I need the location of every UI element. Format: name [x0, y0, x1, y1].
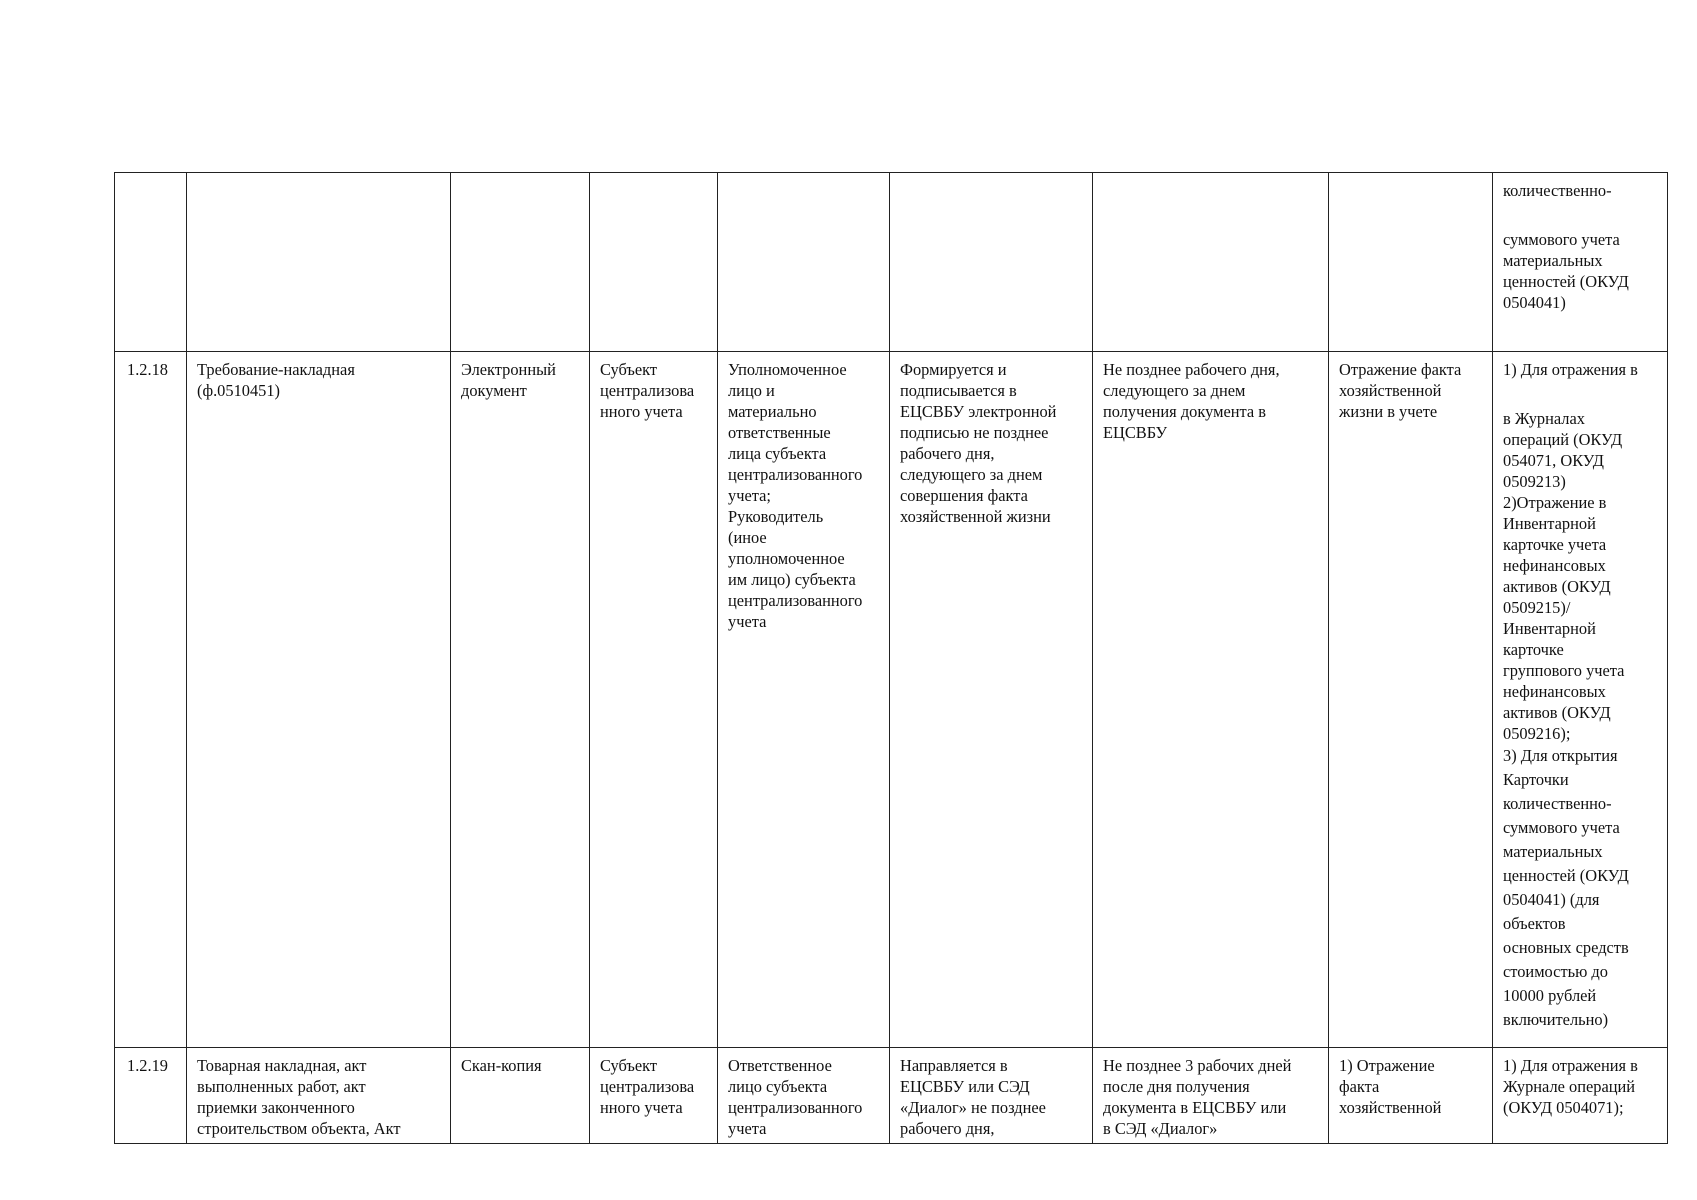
cell-text-line: ценностей (ОКУД — [1503, 272, 1629, 291]
cell-text-line: рабочего дня, — [900, 444, 995, 463]
cell-text-line: факта — [1339, 1077, 1380, 1096]
table-cell-signers — [718, 173, 890, 352]
cell-text-line: после дня получения — [1103, 1077, 1250, 1096]
cell-text-line: нефинансовых — [1503, 556, 1606, 575]
cell-text-line: хозяйственной — [1339, 381, 1442, 400]
cell-text-line: Уполномоченное — [728, 360, 847, 379]
table-cell-procedure — [890, 352, 1093, 1048]
cell-text-line: 054071, ОКУД — [1503, 451, 1604, 470]
cell-text-line: Журнале операций — [1503, 1077, 1636, 1096]
table-row — [115, 1048, 1668, 1144]
cell-text-line: 2)Отражение в — [1503, 493, 1607, 512]
cell-text-line: в Журналах — [1503, 409, 1585, 428]
cell-text-line: Субъект — [600, 1056, 658, 1075]
cell-text-line: Отражение факта — [1339, 360, 1462, 379]
table-cell-form — [451, 1048, 590, 1144]
table-cell-purpose — [1329, 1048, 1493, 1144]
row-number: 1.2.18 — [127, 360, 168, 379]
cell-text-line: приемки законченного — [197, 1098, 355, 1117]
cell-text-line: группового учета — [1503, 661, 1625, 680]
cell-text-line: выполненных работ, акт — [197, 1077, 366, 1096]
cell-text-line: стоимостью до — [1503, 962, 1608, 981]
table-cell-signers — [718, 1048, 890, 1144]
cell-text-line: 1) Для отражения в — [1503, 360, 1638, 379]
cell-text-line: Не позднее рабочего дня, — [1103, 360, 1280, 379]
cell-text-line: нного учета — [600, 1098, 683, 1117]
cell-text-line: Ответственное — [728, 1056, 832, 1075]
table-cell-procedure — [890, 1048, 1093, 1144]
cell-text-line: централизова — [600, 381, 695, 400]
table-cell-deadline — [1093, 352, 1329, 1048]
cell-text-line: ответственные — [728, 423, 831, 442]
cell-text-line: (ф.0510451) — [197, 381, 281, 400]
cell-text-line: документ — [461, 381, 527, 400]
cell-text-line: получения документа в — [1103, 402, 1266, 421]
cell-text-line: Не позднее 3 рабочих дней — [1103, 1056, 1292, 1075]
cell-text-line: централизованного — [728, 1098, 863, 1117]
cell-text-line: 0504041) (для — [1503, 890, 1600, 909]
cell-text-line: Скан-копия — [461, 1056, 542, 1075]
paragraph-gap — [1503, 201, 1659, 229]
cell-text-line: жизни в учете — [1339, 402, 1438, 421]
cell-text-line: 1) Отражение — [1339, 1056, 1435, 1075]
cell-text-line: Инвентарной — [1503, 619, 1596, 638]
cell-text-line: нного учета — [600, 402, 683, 421]
table-cell-form — [451, 173, 590, 352]
cell-text-line: Направляется в — [900, 1056, 1008, 1075]
accounting-documents-table — [114, 172, 1668, 1144]
cell-text-line: Карточки — [1503, 770, 1569, 789]
cell-text-line: 0509213) — [1503, 472, 1566, 491]
cell-text-line: 0504041) — [1503, 293, 1566, 312]
cell-text-line: лица субъекта — [728, 444, 827, 463]
cell-text-line: «Диалог» не позднее — [900, 1098, 1046, 1117]
table-cell-responsible — [590, 352, 718, 1048]
table-cell-document — [187, 173, 451, 352]
cell-text-line: централизова — [600, 1077, 695, 1096]
table-cell-number — [115, 1048, 187, 1144]
cell-text-line: учета — [728, 1119, 767, 1138]
cell-text-line: (ОКУД 0504071); — [1503, 1098, 1624, 1117]
table-cell-purpose — [1329, 352, 1493, 1048]
cell-text-line: основных средств — [1503, 938, 1629, 957]
cell-text-line: Инвентарной — [1503, 514, 1596, 533]
table-row — [115, 173, 1668, 352]
cell-text-line: хозяйственной — [1339, 1098, 1442, 1117]
cell-text-line: совершения факта — [900, 486, 1028, 505]
cell-text-line: активов (ОКУД — [1503, 577, 1611, 596]
cell-text-line: подписывается в — [900, 381, 1017, 400]
table-cell-deadline — [1093, 173, 1329, 352]
table-cell-usage — [1493, 352, 1668, 1048]
cell-text-line: количественно- — [1503, 181, 1612, 200]
cell-text-line: Электронный — [461, 360, 556, 379]
cell-text-line: 0509216); — [1503, 724, 1571, 743]
cell-text-line: включительно) — [1503, 1010, 1609, 1029]
cell-text-line: объектов — [1503, 914, 1566, 933]
cell-text-line: карточке учета — [1503, 535, 1607, 554]
cell-text-line: 1) Для отражения в — [1503, 1056, 1638, 1075]
cell-text-line: ценностей (ОКУД — [1503, 866, 1629, 885]
cell-text-line: суммового учета — [1503, 818, 1620, 837]
cell-text-line: материально — [728, 402, 817, 421]
table-cell-purpose — [1329, 173, 1493, 352]
cell-text-line: лицо и — [728, 381, 775, 400]
cell-text-line: учета; — [728, 486, 771, 505]
table-cell-responsible — [590, 1048, 718, 1144]
cell-text-line: материальных — [1503, 251, 1603, 270]
cell-text-line: учета — [728, 612, 767, 631]
cell-text-line: Товарная накладная, акт — [197, 1056, 367, 1075]
cell-text-line: строительством объекта, Акт — [197, 1119, 401, 1138]
table-cell-number — [115, 352, 187, 1048]
cell-text-line: лицо субъекта — [728, 1077, 828, 1096]
cell-text-line: Требование-накладная — [197, 360, 355, 379]
cell-text-line: карточке — [1503, 640, 1564, 659]
table-cell-document — [187, 352, 451, 1048]
cell-text-line: Субъект — [600, 360, 658, 379]
cell-text-line: следующего за днем — [900, 465, 1043, 484]
cell-text-line: ЕЦСВБУ электронной — [900, 402, 1057, 421]
cell-text-line: Руководитель — [728, 507, 824, 526]
cell-text-line: (иное — [728, 528, 767, 547]
paragraph-gap — [1503, 380, 1659, 408]
cell-text-line: нефинансовых — [1503, 682, 1606, 701]
cell-text-line: 10000 рублей — [1503, 986, 1597, 1005]
cell-text-line: материальных — [1503, 842, 1603, 861]
table-row — [115, 352, 1668, 1048]
cell-text-line: им лицо) субъекта — [728, 570, 856, 589]
cell-text-line: суммового учета — [1503, 230, 1620, 249]
cell-text-line: ЕЦСВБУ или СЭД — [900, 1077, 1030, 1096]
cell-text-line: централизованного — [728, 465, 863, 484]
table-cell-form — [451, 352, 590, 1048]
cell-text-line: уполномоченное — [728, 549, 845, 568]
cell-text-line: 3) Для открытия — [1503, 746, 1618, 765]
table-cell-number — [115, 173, 187, 352]
cell-text-line: в СЭД «Диалог» — [1103, 1119, 1218, 1138]
row-number: 1.2.19 — [127, 1056, 168, 1075]
cell-text-line: 0509215)/ — [1503, 598, 1571, 617]
cell-text-line: Формируется и — [900, 360, 1007, 379]
table-cell-document — [187, 1048, 451, 1144]
cell-text-line: количественно- — [1503, 794, 1612, 813]
table-cell-usage — [1493, 1048, 1668, 1144]
cell-text-line: хозяйственной жизни — [900, 507, 1051, 526]
cell-text-line: рабочего дня, — [900, 1119, 995, 1138]
table-cell-responsible — [590, 173, 718, 352]
cell-text-line: операций (ОКУД — [1503, 430, 1623, 449]
cell-text-line: активов (ОКУД — [1503, 703, 1611, 722]
cell-text-line: ЕЦСВБУ — [1103, 423, 1168, 442]
table-cell-usage — [1493, 173, 1668, 352]
cell-text-line: подписью не позднее — [900, 423, 1049, 442]
table-cell-procedure — [890, 173, 1093, 352]
cell-text-line: следующего за днем — [1103, 381, 1246, 400]
cell-text-line: документа в ЕЦСВБУ или — [1103, 1098, 1287, 1117]
usage-paragraph — [1503, 744, 1659, 1032]
table-cell-deadline — [1093, 1048, 1329, 1144]
cell-text-line: централизованного — [728, 591, 863, 610]
table-cell-signers — [718, 352, 890, 1048]
